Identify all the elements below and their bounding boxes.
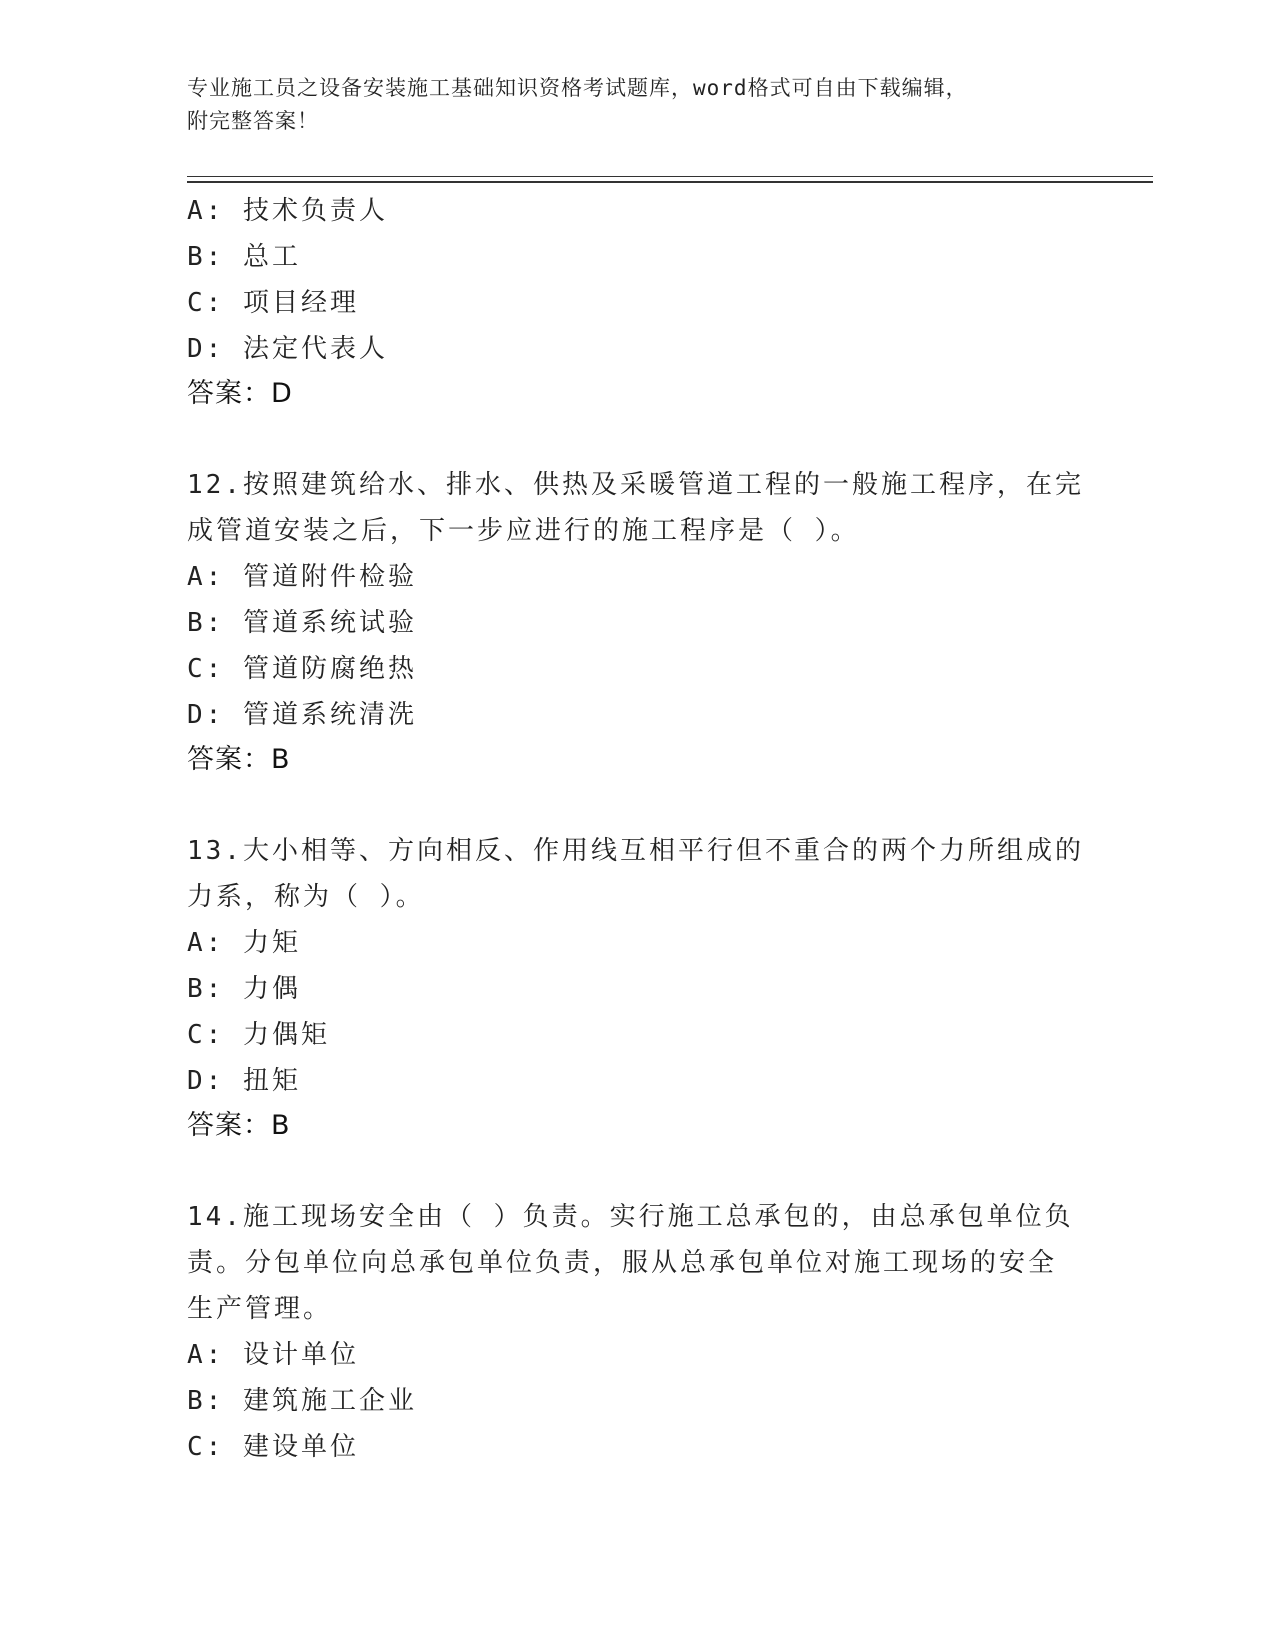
- header-divider-thin: [187, 176, 1153, 177]
- question-stem-line: 成管道安装之后，下一步应进行的施工程序是（ ）。: [187, 516, 860, 546]
- question-stem-line: 13.大小相等、方向相反、作用线互相平行但不重合的两个力所组成的: [187, 836, 1084, 866]
- answer-line: 答案：D: [187, 378, 293, 409]
- question-stem-line: 责。分包单位向总承包单位负责，服从总承包单位对施工现场的安全: [187, 1248, 1058, 1278]
- option-d: D: 法定代表人: [187, 334, 388, 364]
- question-11: [187, 188, 1087, 416]
- question-list: [187, 188, 1087, 1470]
- option-b: B: 力偶: [187, 974, 301, 1004]
- option-a: A: 技术负责人: [187, 196, 388, 226]
- option-b: B: 总工: [187, 242, 301, 272]
- question-13: [187, 828, 1087, 1148]
- document-header: [187, 72, 1087, 138]
- question-stem-line: 生产管理。: [187, 1294, 333, 1324]
- option-d: D: 扭矩: [187, 1066, 301, 1096]
- option-d: D: 管道系统清洗: [187, 700, 417, 730]
- question-stem-line: 14.施工现场安全由（ ）负责。实行施工总承包的，由总承包单位负: [187, 1202, 1074, 1232]
- header-divider-thick: [187, 181, 1153, 183]
- question-stem-line: 力系，称为（ ）。: [187, 882, 425, 912]
- question-stem-line: 12.按照建筑给水、排水、供热及采暖管道工程的一般施工程序，在完: [187, 470, 1084, 500]
- option-a: A: 力矩: [187, 928, 301, 958]
- option-a: A: 设计单位: [187, 1340, 359, 1370]
- option-b: B: 管道系统试验: [187, 608, 417, 638]
- header-line-2: 附完整答案！: [187, 109, 319, 133]
- header-line-1: 专业施工员之设备安装施工基础知识资格考试题库，word格式可自由下载编辑，: [187, 76, 968, 100]
- option-a: A: 管道附件检验: [187, 562, 417, 592]
- option-c: C: 建设单位: [187, 1432, 359, 1462]
- answer-line: 答案：B: [187, 744, 291, 775]
- option-c: C: 管道防腐绝热: [187, 654, 417, 684]
- question-12: [187, 462, 1087, 782]
- option-c: C: 力偶矩: [187, 1020, 330, 1050]
- question-14: [187, 1194, 1087, 1470]
- answer-line: 答案：B: [187, 1110, 291, 1141]
- option-b: B: 建筑施工企业: [187, 1386, 417, 1416]
- option-c: C: 项目经理: [187, 288, 359, 318]
